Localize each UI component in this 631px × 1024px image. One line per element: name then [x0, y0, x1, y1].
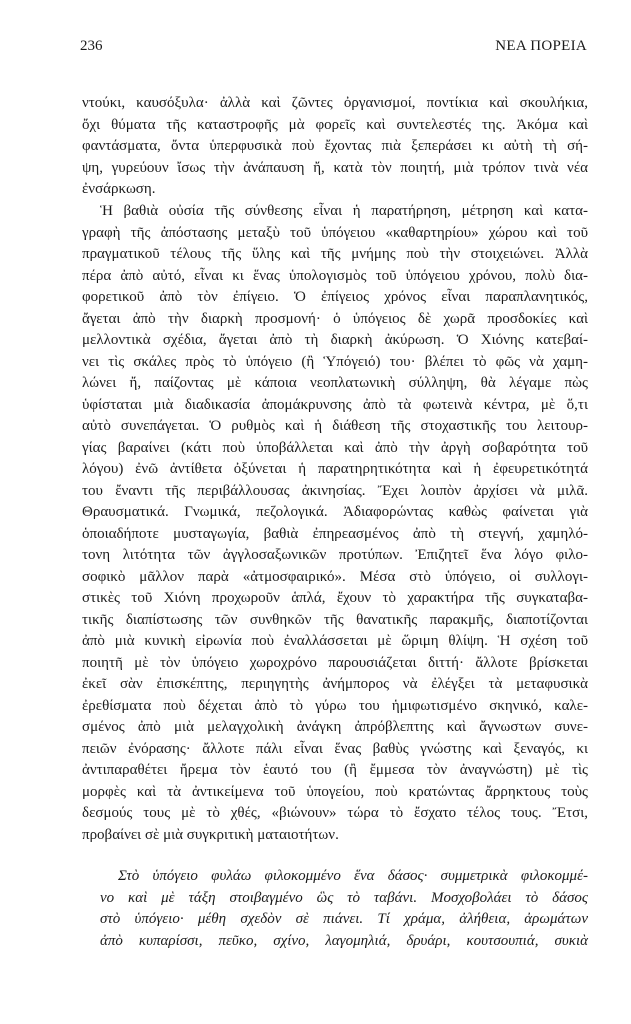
text-line: Ἡ βαθιὰ οὐσία τῆς σύνθεσης εἶναι ἡ παρατήρηση, μέτρηση καὶ κατα- [100, 203, 588, 219]
text-line: πειῶν ἐνόρασης· ἄλλοτε πάλι εἶναι ἕνας βαθὺς γνώστης καὶ ξεναγός, κι [82, 740, 588, 757]
text-line: νο καὶ μὲ τάξη στοιβαγμένο ὣς τὸ ταβάνι. Μοσχοβολάει τὸ δάσος [100, 889, 588, 906]
text-line: του ἔναντι τῆς περιβάλλουσας ἀκινησίας. Ἔχει λοιπὸν ἀρχίσει νὰ μιλᾶ. [82, 482, 588, 499]
text-line: μελλοντικὰ σχέδια, ἄγεται ἀπὸ τὴ διαρκὴ ἀκύρωση. Ὁ Χιόνης κατεβαί- [82, 332, 588, 348]
text-line: μορφὲς καὶ τὰ ἀντικείμενα τοῦ ὑπογείου, ποὺ κρατώντας ἄρρηκτους τοὺς [82, 783, 588, 800]
text-line: λώνει ἤ, παίζοντας μὲ κάποια νεοπλατωνικὴ σύλληψη, θὰ λέγαμε πὼς [82, 375, 588, 391]
text-line: ποιητῆ μὲ τὸν ὑπόγειο χωροχρόνο παρουσιάζεται διττή· ἄλλοτε βρίσκεται [82, 654, 588, 671]
text-line: σοφικὸ μᾶλλον παρὰ «ἀτμοσφαιρικό». Μέσα στὸ ὑπόγειο, οἱ συλλογι- [82, 568, 588, 585]
text-line: δεσμούς τους μὲ τὸ χθές, «βιώνουν» τώρα τὸ ἔσχατο τέλος τους. Ἔτσι, [82, 805, 588, 821]
paragraph [82, 93, 588, 201]
text-line: ἐκεῖ σὰν ἐπισκέπτης, περιηγητὴς ἀνήμπορος νὰ ἐλέγξει τὰ μεταφυσικὰ [82, 676, 588, 692]
text-line: ἐνσάρκωση. [82, 181, 156, 197]
text-line: στικὲς τοῦ Χιόνη προχωροῦν ἁπλά, ἔχουν τὸ χαρακτήρα τῆς συγκαταβα- [82, 590, 588, 606]
text-line: γραφὴ τῆς ἀπόστασης μεταξὺ τοῦ ὑπόγειου «καθαρτηρίου» χώρου καὶ τοῦ [82, 224, 588, 241]
text-line: νει τὶς σκάλες πρὸς τὸ ὑπόγειο (ἢ Ὑπόγειό) του· βλέπει τὸ φῶς νὰ χαμη- [82, 353, 588, 370]
text-line: ἀπὸ κυπαρίσσι, πεῦκο, σχίνο, λαγομηλιά, δρυάρι, κουτσουπιά, συκιὰ [100, 932, 588, 949]
text-line: γίας βαραίνει (κάτι ποὺ ὑποβάλλεται καὶ ἀπὸ τὴν ἀργὴ σοβαρότητα τοῦ [82, 439, 588, 456]
page-number: 236 [80, 38, 103, 54]
text-line: τονη λιτότητα τῶν ἀγγλοσαξωνικῶν προτύπων. Ἐπιζητεῖ ἕνα λόγο φιλο- [82, 547, 588, 563]
text-line: τικῆς διαπίστωσης τῶν συνθηκῶν τῆς θανατικῆς παρακμῆς, διαποτίζονται [82, 611, 588, 628]
text-line: ὑφίσταται μιὰ διαδικασία ἀπομάκρυνσης ἀπὸ τὰ φωτεινὰ κέντρα, μὲ ὅ,τι [82, 396, 588, 413]
text-line: λόγου) ἐνῶ ἀντίθετα ὀξύνεται ἡ παρατηρητικότητα καὶ ἡ ἐφευρετικότητά [82, 461, 588, 477]
text-line: ἐρεθίσματα ποὺ δέχεται ἀπὸ τὸ γύρω του ἡμιφωτισμένο σκηνικό, καλε- [82, 697, 588, 714]
text-line: Στὸ ὑπόγειο φυλάω φιλοκομμένο ἕνα δάσος· συμμετρικὰ φιλοκομμέ- [118, 868, 588, 884]
text-line: ἀπὸ μιὰ κυνικὴ εἰρωνία ποὺ ἐναλλάσσεται μὲ ὥριμη θλίψη. Ἡ σχέση τοῦ [82, 633, 588, 649]
text-line: φορετικοῦ ἀπὸ τὸν ἐπίγειο. Ὁ ἐπίγειος χρόνος εἶναι παραπλανητικός, [82, 289, 588, 305]
text-line: ὄχι θύματα τῆς καταστροφῆς μὰ φορεῖς καὶ συντελεστές της. Ἀκόμα καὶ [82, 116, 588, 133]
text-line: σμένος ἀπὸ μιὰ μελαγχολικὴ ἀνάγκη ἀπρόβλεπτης καὶ ἄγνωστων συνε- [82, 719, 588, 735]
text-line: ἄγεται ἀπὸ τὴν διαρκὴ προσμονή· ὁ ὑπόγειος δὲ χωρᾶ προσδοκίες καὶ [82, 310, 588, 327]
text-line: Θραυσματικά. Γνωμικά, πεζολογικά. Ἀδιαφορώντας καθὼς φαίνεται γιὰ [82, 504, 588, 520]
text-line: πραγματικοῦ τέλους τῆς ὕλης καὶ τῆς μνήμης ποὺ τὴν στοιχειώνει. Ἀλλὰ [82, 246, 588, 262]
running-head: ΝΕΑ ΠΟΡΕΙΑ [495, 38, 587, 54]
text-line: προβαίνει σὲ μιὰ συγκριτικὴ ματαιοτήτων. [82, 826, 339, 843]
text-line: ντούκι, καυσόξυλα· ἀλλὰ καὶ ζῶντες ὀργανισμοί, ποντίκια καὶ σκουλήκια, [82, 95, 588, 111]
text-line: φαντάσματα, ὄντα ὑπερφυσικὰ ποὺ ἔχοντας πιὰ ξεπεράσει κι αὐτὴ τὴ σή- [82, 138, 588, 154]
text-line: ψη, γυρεύουν ἴσως τὴν ἀνάπαυση ἤ, κατὰ τὸν ποιητή, μιὰ τρόπον τινὰ νέα [82, 159, 588, 176]
text-line: πέρα ἀπὸ αὐτό, εἶναι κι ἕνας ὑπολογισμὸς τοῦ ὑπόγειου χρόνου, πολὺ δια- [82, 267, 588, 284]
paragraph [82, 201, 588, 846]
text-line: αὐτὸ συνεπάγεται. Ὁ ρυθμὸς καὶ ἡ διάθεση τῆς στοχαστικῆς του λειτουρ- [82, 418, 588, 434]
text-line: ὁποιαδήποτε μυσταγωγία, βαθιὰ ἐπηρεασμένος ἀπὸ τὴ στεγνή, χαμηλό- [82, 525, 588, 542]
text-line: στὸ ὑπόγειο· μέθη σχεδὸν σὲ πιάνει. Τί χράμα, ἀλήθεια, ἀρωμάτων [100, 911, 588, 927]
italic-quote-paragraph [100, 866, 588, 952]
text-line: ἀντιπαραθέτει ἤρεμα τὸν ἑαυτό του (ἢ ἔμμεσα τὸν ἀναγνώστη) μὲ τὶς [82, 762, 588, 778]
